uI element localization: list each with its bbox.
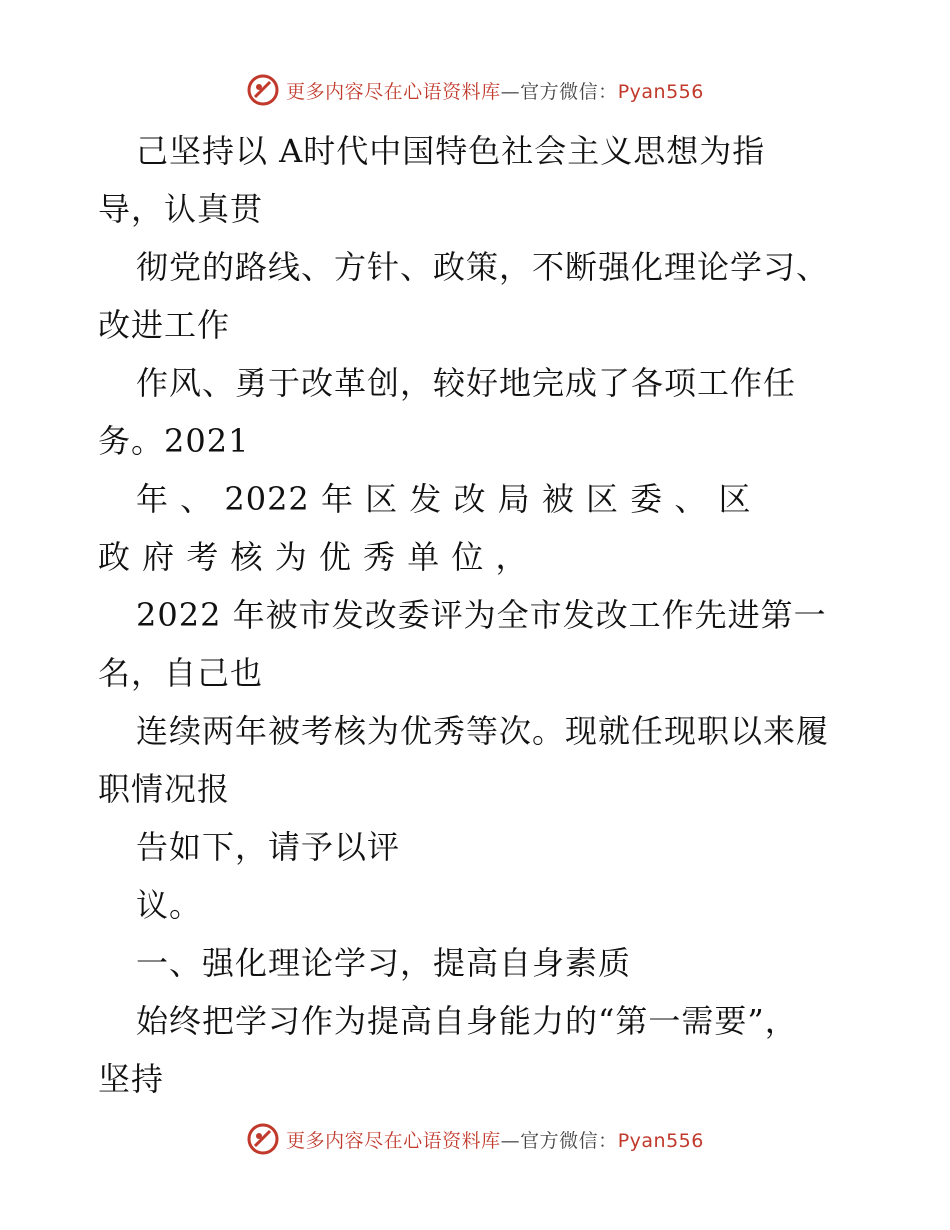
text-line: 作风、勇于改革创，较好地完成了各项工作任 — [136, 364, 797, 402]
text-line: 己坚持以 A时代中国特色社会主义思想为指 — [136, 132, 766, 170]
text-line: 政 府 考 核 为 优 秀 单 位 ， — [98, 538, 529, 576]
text-line: 始终把学习作为提高自身能力的“第一需要”， — [136, 1002, 798, 1040]
text-line: 名，自己也 — [98, 654, 264, 692]
brand-logo-icon — [246, 1122, 280, 1156]
footer-banner — [0, 1119, 950, 1159]
banner-dash: — — [500, 1129, 521, 1152]
text-line: 告如下，请予以评 — [136, 828, 401, 866]
text-line: 坚持 — [98, 1060, 165, 1098]
banner-text — [286, 1126, 704, 1153]
text-line: 2022 年被市发改委评为全市发改工作先进第一 — [136, 596, 827, 634]
text-line: 导，认真贯 — [98, 190, 264, 228]
text-line: 职情况报 — [98, 770, 231, 808]
banner-text — [286, 77, 704, 104]
banner-dash: — — [500, 80, 521, 103]
banner-wechat-label: 官方微信： — [520, 1129, 618, 1152]
section-heading: 一、强化理论学习，提高自身素质 — [136, 944, 632, 982]
banner-wechat-label: 官方微信： — [520, 80, 618, 103]
text-line: 务。2021 — [98, 422, 250, 460]
text-line: 议。 — [136, 886, 203, 924]
banner-site: 更多内容尽在心语资料库 — [286, 80, 501, 103]
text-line: 年 、 2022 年 区 发 改 局 被 区 委 、 区 — [136, 480, 752, 518]
brand-logo-icon — [246, 73, 280, 107]
banner-wechat-id: Pyan556 — [617, 1129, 704, 1152]
banner-site: 更多内容尽在心语资料库 — [286, 1129, 501, 1152]
text-line: 改进工作 — [98, 306, 231, 344]
header-banner — [0, 70, 950, 110]
banner-wechat-id: Pyan556 — [617, 80, 704, 103]
document-body — [98, 122, 858, 1108]
text-line: 连续两年被考核为优秀等次。现就任现职以来履 — [136, 712, 830, 750]
text-line: 彻党的路线、方针、政策，不断强化理论学习、 — [136, 248, 830, 286]
